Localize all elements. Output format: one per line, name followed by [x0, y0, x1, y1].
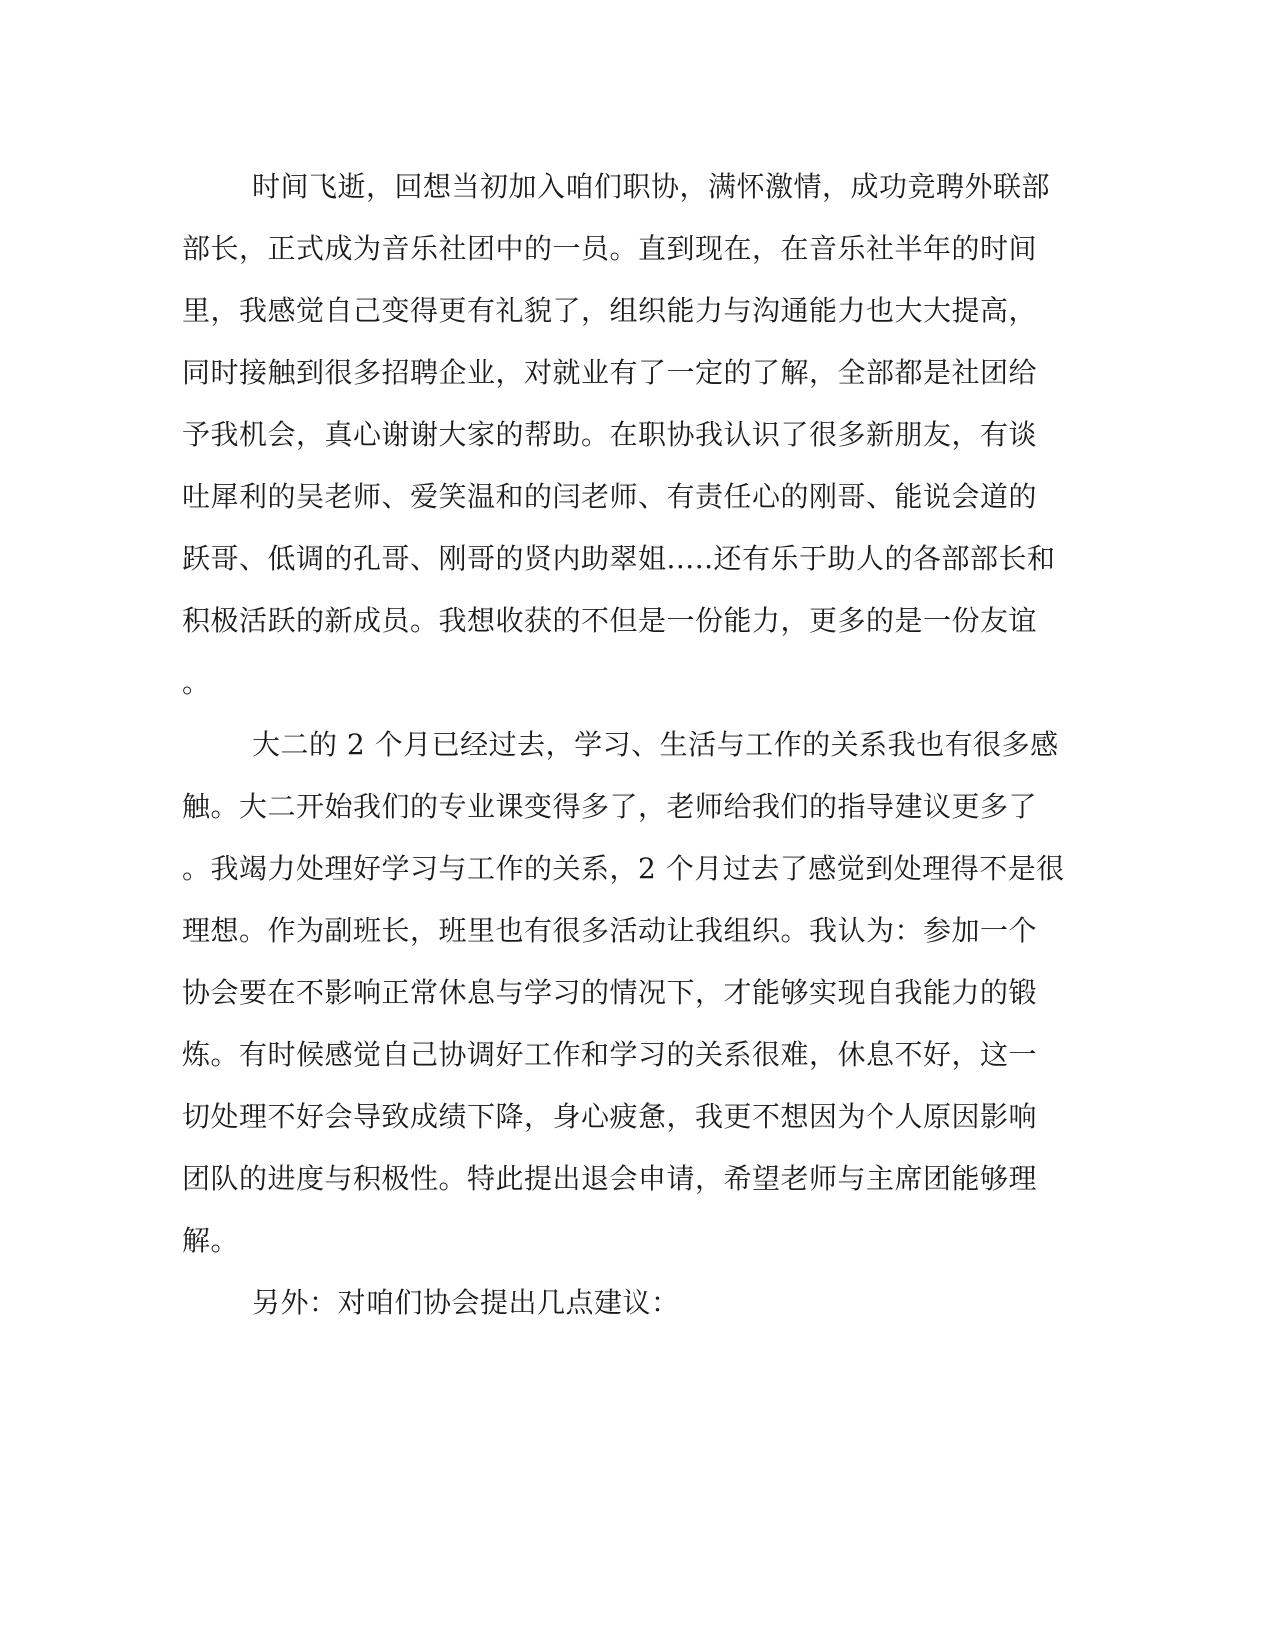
paragraph-line: 时间飞逝，回想当初加入咱们职协，满怀激情，成功竞聘外联部	[252, 170, 1051, 203]
paragraph-line: 另外：对咱们协会提出几点建议：	[252, 1286, 680, 1319]
document-body	[182, 156, 1065, 1334]
paragraph-line: 同时接触到很多招聘企业，对就业有了一定的了解，全部都是社团给	[182, 356, 1038, 389]
paragraph-line: 予我机会，真心谢谢大家的帮助。在职协我认识了很多新朋友，有谈	[182, 418, 1038, 451]
paragraph-line: 切处理不好会导致成绩下降，身心疲惫，我更不想因为个人原因影响	[182, 1100, 1038, 1133]
paragraph-line: 大二的 2 个月已经过去，学习、生活与工作的关系我也有很多感	[252, 728, 1059, 761]
paragraph-line: 解。	[182, 1224, 240, 1257]
paragraph-line: 团队的进度与积极性。特此提出退会申请，希望老师与主席团能够理	[182, 1162, 1038, 1195]
paragraph-line: 。我竭力处理好学习与工作的关系，2 个月过去了感觉到处理得不是很	[182, 852, 1065, 885]
paragraph-2	[182, 714, 1065, 1272]
paragraph-line: 理想。作为副班长，班里也有很多活动让我组织。我认为：参加一个	[182, 914, 1038, 947]
paragraph-1	[182, 156, 1056, 714]
paragraph-line: 吐犀利的吴老师、爱笑温和的闫老师、有责任心的刚哥、能说会道的	[182, 480, 1038, 513]
paragraph-line: 里，我感觉自己变得更有礼貌了，组织能力与沟通能力也大大提高，	[182, 294, 1038, 327]
paragraph-line: 。	[182, 666, 211, 699]
paragraph-3	[182, 1272, 1042, 1334]
paragraph-line: 协会要在不影响正常休息与学习的情况下，才能够实现自我能力的锻	[182, 976, 1038, 1009]
paragraph-line: 炼。有时候感觉自己协调好工作和学习的关系很难，休息不好，这一	[182, 1038, 1038, 1071]
paragraph-line: 部长，正式成为音乐社团中的一员。直到现在，在音乐社半年的时间	[182, 232, 1038, 265]
paragraph-line: 跃哥、低调的孔哥、刚哥的贤内助翠姐.....还有乐于助人的各部部长和	[182, 542, 1056, 575]
paragraph-line: 积极活跃的新成员。我想收获的不但是一份能力，更多的是一份友谊	[182, 604, 1038, 637]
paragraph-line: 触。大二开始我们的专业课变得多了，老师给我们的指导建议更多了	[182, 790, 1038, 823]
